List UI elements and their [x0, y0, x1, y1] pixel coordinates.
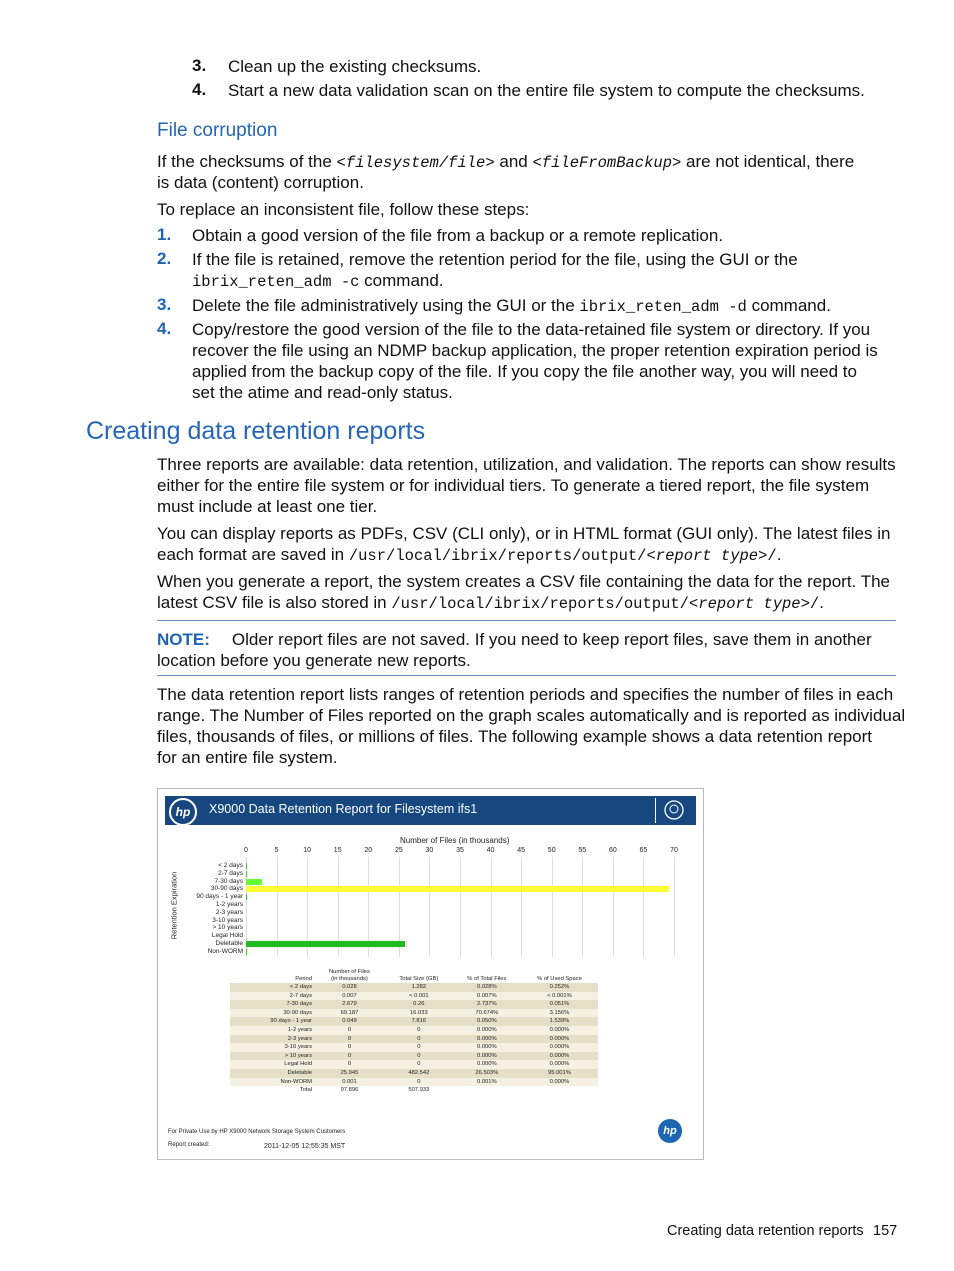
- x-tick-label: 60: [608, 847, 617, 854]
- step-number: 1.: [157, 225, 172, 244]
- table-row: [230, 1060, 598, 1069]
- x-tick-label: 5: [274, 847, 279, 854]
- column-header: Total Size (GB): [399, 976, 439, 982]
- paragraph: Three reports are available: data retention, utilization, and validation. The reports can show results: [157, 455, 896, 474]
- table-header-row: [230, 969, 598, 983]
- gridline: [582, 857, 583, 957]
- paragraph: If the checksums of the <filesystem/file> and <fileFromBackup> are not identical, there: [157, 152, 855, 172]
- y-category-label: 3-10 years: [212, 916, 243, 924]
- hp-logo: hp: [658, 1119, 682, 1143]
- table-cell: 1.282: [385, 983, 453, 992]
- bar: [246, 894, 247, 900]
- table-cell: 0.049: [314, 1017, 385, 1026]
- table-row: [230, 1086, 598, 1095]
- section-heading: Creating data retention reports: [86, 417, 426, 445]
- table-cell: 0.252%: [521, 983, 598, 992]
- gridline: [429, 857, 430, 957]
- note-label: NOTE:: [157, 630, 210, 649]
- table-cell: 70.674%: [475, 1009, 499, 1016]
- table-cell: [521, 1086, 598, 1095]
- x-tick-label: 65: [639, 847, 648, 854]
- bar: [246, 886, 669, 892]
- y-category-label: > 10 years: [212, 924, 243, 932]
- running-footer-title: Creating data retention reports: [667, 1223, 864, 1239]
- x-tick-label: 45: [517, 847, 526, 854]
- step-text: set the atime and read-only status.: [192, 383, 453, 402]
- gridline: [521, 857, 522, 957]
- table-cell: 3-10 years: [284, 1044, 312, 1051]
- table-cell: 0: [385, 1052, 453, 1061]
- table-cell: 0: [314, 1052, 385, 1061]
- table-cell: < 2 days: [230, 983, 314, 992]
- table-cell: 0.000%: [549, 1026, 570, 1033]
- step-number: 4.: [157, 319, 172, 338]
- table-cell: 16.033: [409, 1009, 428, 1016]
- step-text: Clean up the existing checksums.: [228, 57, 482, 76]
- paragraph: is data (content) corruption.: [157, 173, 364, 192]
- table-cell: 0.001%: [477, 1078, 497, 1085]
- note-rule-top: [157, 620, 896, 621]
- x-tick-label: 15: [333, 847, 342, 854]
- table-cell: 0.028%: [453, 983, 521, 992]
- y-category-label: 2-3 years: [215, 908, 243, 916]
- table-row: [230, 1009, 598, 1018]
- step-text: applied from the backup copy of the file. If you copy the file another way, you will need to: [192, 362, 857, 381]
- table-cell: 0.000%: [521, 1052, 598, 1061]
- report-table: [230, 969, 598, 1095]
- table-cell: 2-3 years: [230, 1035, 314, 1044]
- page-number: 157: [873, 1223, 898, 1239]
- y-category-label: 1-2 years: [215, 901, 243, 908]
- table-cell: 0.000%: [549, 1044, 570, 1051]
- gridline: [491, 857, 492, 957]
- table-cell: [453, 1086, 521, 1095]
- table-row: [230, 1000, 598, 1009]
- x-tick-label: 0: [244, 847, 248, 854]
- y-category-label: 7-30 days: [214, 877, 243, 885]
- step-number: 2.: [157, 249, 172, 268]
- table-cell: 0.000%: [477, 1044, 497, 1051]
- y-category-label: < 2 days: [218, 862, 243, 869]
- paragraph: either for the entire file system or for individual tiers. To generate a tiered report, the file system: [157, 476, 870, 495]
- bar-chart: [158, 789, 703, 969]
- x-tick-label: 50: [547, 847, 556, 854]
- table-cell: 0: [347, 1044, 352, 1051]
- paragraph: range. The Number of Files reported on the graph scales automatically and is reported as individual: [157, 706, 906, 725]
- step-text: Delete the file administratively using the GUI or the ibrix_reten_adm -d command.: [192, 296, 831, 316]
- hp-logo: hp: [169, 798, 197, 826]
- table-cell: 0: [417, 1078, 421, 1085]
- report-figure: [157, 788, 704, 1160]
- y-category-label: 90 days - 1 year: [196, 893, 243, 901]
- table-cell: 0.000%: [453, 1052, 521, 1061]
- bar: [246, 879, 262, 885]
- column-header: Number of Files (in thousands): [328, 969, 370, 982]
- x-tick-label: 55: [578, 847, 587, 854]
- table-cell: 0.050%: [453, 1017, 521, 1026]
- table-cell: 26.503%: [453, 1069, 521, 1078]
- table-row: [230, 983, 598, 992]
- table-cell: 0.007%: [477, 992, 497, 999]
- table-cell: 0.007: [342, 992, 357, 999]
- table-cell: 1-2 years: [287, 1026, 312, 1033]
- step-number: 4.: [192, 80, 207, 99]
- gridline: [460, 857, 461, 957]
- table-cell: 7.816: [385, 1017, 453, 1026]
- x-tick-label: 40: [486, 847, 495, 854]
- table-cell: 1.539%: [521, 1017, 598, 1026]
- table-cell: 69.187: [340, 1009, 359, 1016]
- table-cell: Total: [299, 1087, 312, 1094]
- table-cell: 0.000%: [521, 1035, 598, 1044]
- x-tick-label: 10: [303, 847, 312, 854]
- table-cell: 25.945: [314, 1069, 385, 1078]
- step-number: 3.: [157, 295, 172, 314]
- x-tick-label: 25: [394, 847, 403, 854]
- table-cell: 0.051%: [521, 1000, 598, 1009]
- step-text: ibrix_reten_adm -c command.: [192, 271, 444, 291]
- table-cell: 0: [417, 1061, 421, 1068]
- table-cell: Non-WORM: [280, 1078, 312, 1085]
- column-header: % of Used Space: [537, 976, 582, 982]
- paragraph: When you generate a report, the system creates a CSV file containing the data for the report. The: [157, 572, 890, 591]
- table-cell: 3.156%: [549, 1009, 570, 1016]
- table-cell: 0: [347, 1061, 352, 1068]
- note-text: location before you generate new reports.: [157, 651, 471, 670]
- table-row: [230, 992, 598, 1001]
- table-cell: 2.679: [314, 1000, 385, 1009]
- table-cell: 97.896: [340, 1087, 359, 1094]
- paragraph: files, thousands of files, or millions of files. The following example shows a data retention report: [157, 727, 872, 746]
- table-cell: 507.933: [408, 1087, 430, 1094]
- step-text: recover the file using an NDMP backup application, the proper retention expiration period is: [192, 341, 878, 360]
- report-created-value: 2011-12-05 12:55:35 MST: [264, 1143, 346, 1150]
- table-cell: 95.001%: [521, 1069, 598, 1078]
- paragraph: for an entire file system.: [157, 748, 338, 767]
- column-header: % of Total Files: [467, 976, 507, 982]
- table-cell: < 0.001%: [547, 992, 572, 999]
- y-axis-label: Retention Expiration: [169, 871, 179, 940]
- table-cell: 0: [385, 1035, 453, 1044]
- x-tick-label: 35: [456, 847, 464, 854]
- paragraph: The data retention report lists ranges of retention periods and specifies the number of files in each: [157, 685, 894, 704]
- paragraph: must include at least one tier.: [157, 497, 378, 516]
- note-rule-bottom: [157, 675, 896, 676]
- paragraph: You can display reports as PDFs, CSV (CLI only), or in HTML format (GUI only). The latest files in: [157, 524, 891, 543]
- table-cell: 0: [417, 1044, 421, 1051]
- table-cell: 0.26: [385, 1000, 453, 1009]
- table-cell: Legal Hold: [284, 1061, 312, 1068]
- table-cell: 482.542: [385, 1069, 453, 1078]
- step-text: Start a new data validation scan on the entire file system to compute the checksums.: [228, 81, 865, 100]
- table-cell: 0: [417, 1026, 421, 1033]
- bar: [246, 941, 405, 947]
- paragraph: latest CSV file is also stored in /usr/local/ibrix/reports/output/<report type>/.: [157, 593, 824, 613]
- chart-title: Number of Files (in thousands): [400, 836, 510, 845]
- step-text: Copy/restore the good version of the file to the data-retained file system or directory. If you: [192, 320, 871, 339]
- table-cell: 90 days - 1 year: [230, 1017, 314, 1026]
- y-category-label: Non-WORM: [207, 947, 243, 955]
- paragraph: each format are saved in /usr/local/ibrix/reports/output/<report type>/.: [157, 545, 782, 565]
- report-title: X9000 Data Retention Report for Filesystem ifs1: [209, 802, 478, 816]
- y-category-label: Legal Hold: [211, 932, 243, 940]
- bar: [246, 949, 247, 955]
- table-row: [230, 1017, 598, 1026]
- gridline: [674, 857, 675, 957]
- table-cell: 30-90 days: [283, 1009, 312, 1016]
- table-row: [230, 1052, 598, 1061]
- step-text: If the file is retained, remove the retention period for the file, using the GUI or the: [192, 250, 798, 269]
- y-category-label: Deletable: [215, 940, 243, 947]
- table-cell: 2-7 days: [289, 992, 312, 999]
- table-row: [230, 1078, 598, 1087]
- table-row: [230, 1043, 598, 1052]
- table-cell: Deletable: [230, 1069, 314, 1078]
- bar: [246, 871, 247, 877]
- gridline: [613, 857, 614, 957]
- x-tick-label: 30: [425, 847, 434, 854]
- bar: [246, 863, 247, 869]
- step-text: Obtain a good version of the file from a backup or a remote replication.: [192, 226, 724, 245]
- table-cell: 0.000%: [477, 1061, 497, 1068]
- table-cell: 0.000%: [549, 1061, 570, 1068]
- table-cell: 0.000%: [549, 1078, 570, 1085]
- table-cell: 7-30 days: [230, 1000, 314, 1009]
- subsection-heading: File corruption: [157, 120, 278, 141]
- gridline: [643, 857, 644, 957]
- table-cell: 0.000%: [453, 1035, 521, 1044]
- step-number: 3.: [192, 56, 207, 75]
- table-cell: 0: [347, 1026, 352, 1033]
- table-cell: 0.001: [342, 1078, 357, 1085]
- table-cell: < 0.001: [409, 992, 429, 999]
- note: NOTE: Older report files are not saved. If you need to keep report files, save them in another: [157, 630, 872, 649]
- table-cell: 2.737%: [453, 1000, 521, 1009]
- x-tick-label: 20: [364, 847, 373, 854]
- y-category-label: 30-90 days: [210, 885, 243, 893]
- table-cell: 0.028: [314, 983, 385, 992]
- x-tick-label: 70: [670, 847, 678, 854]
- paragraph: To replace an inconsistent file, follow these steps:: [157, 200, 530, 219]
- table-row: [230, 1026, 598, 1035]
- table-cell: 0.000%: [477, 1026, 497, 1033]
- table-cell: > 10 years: [230, 1052, 314, 1061]
- table-cell: 0: [314, 1035, 385, 1044]
- table-row: [230, 1035, 598, 1044]
- y-category-label: 2-7 days: [218, 869, 243, 877]
- column-header: Period: [295, 976, 312, 982]
- footer-private-text: For Private Use by HP X9000 Network Storage System Customers: [168, 1129, 346, 1135]
- report-created-label: Report created:: [168, 1142, 210, 1148]
- gridline: [552, 857, 553, 957]
- table-row: [230, 1069, 598, 1078]
